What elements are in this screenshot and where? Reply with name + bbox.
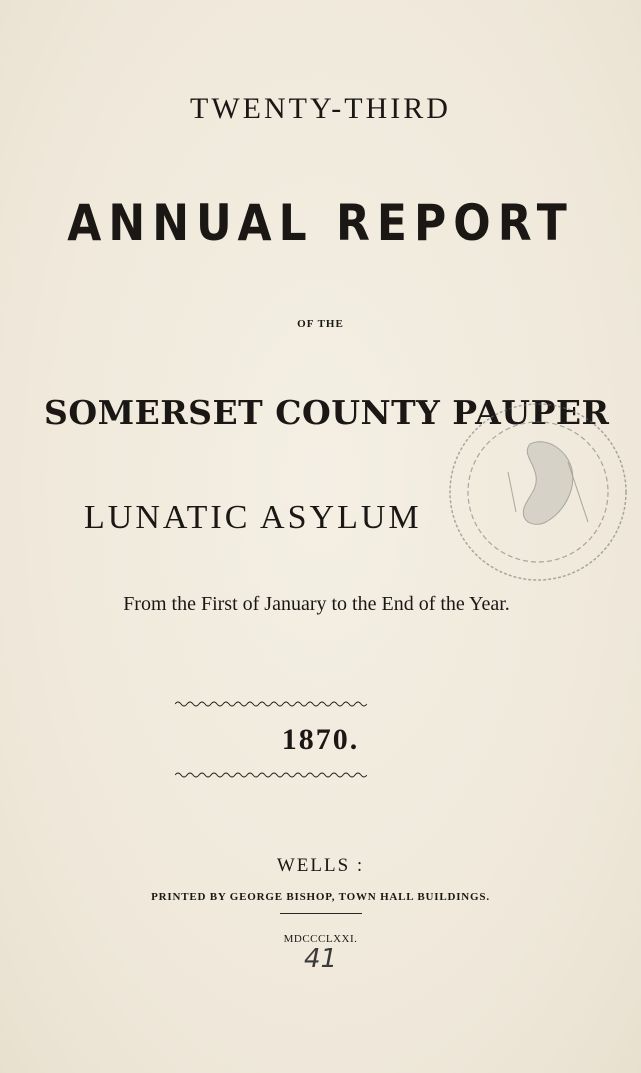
handwritten-shelf-mark: 41 bbox=[303, 944, 338, 974]
of-the-text: OF THE bbox=[297, 318, 344, 330]
imprint-divider bbox=[280, 913, 362, 914]
institution-name-line2: LUNATIC ASYLUM bbox=[84, 499, 422, 536]
imprint-place: WELLS : bbox=[276, 855, 365, 876]
imprint-date: MDCCCLXXI. bbox=[283, 933, 358, 945]
report-period: From the First of January to the End of the Year. bbox=[123, 593, 510, 615]
institution-name-line1: SOMERSET COUNTY PAUPER bbox=[44, 393, 610, 432]
edition-heading: TWENTY-THIRD bbox=[190, 92, 451, 125]
ornamental-rule-top bbox=[175, 700, 367, 708]
report-year: 1870. bbox=[281, 723, 360, 756]
imprint-printer: PRINTED BY GEORGE BISHOP, TOWN HALL BUILDINGS. bbox=[151, 891, 490, 903]
library-stamp-icon bbox=[438, 392, 638, 592]
ornamental-rule-bottom bbox=[175, 771, 367, 779]
report-title: ANNUAL REPORT bbox=[67, 194, 574, 252]
